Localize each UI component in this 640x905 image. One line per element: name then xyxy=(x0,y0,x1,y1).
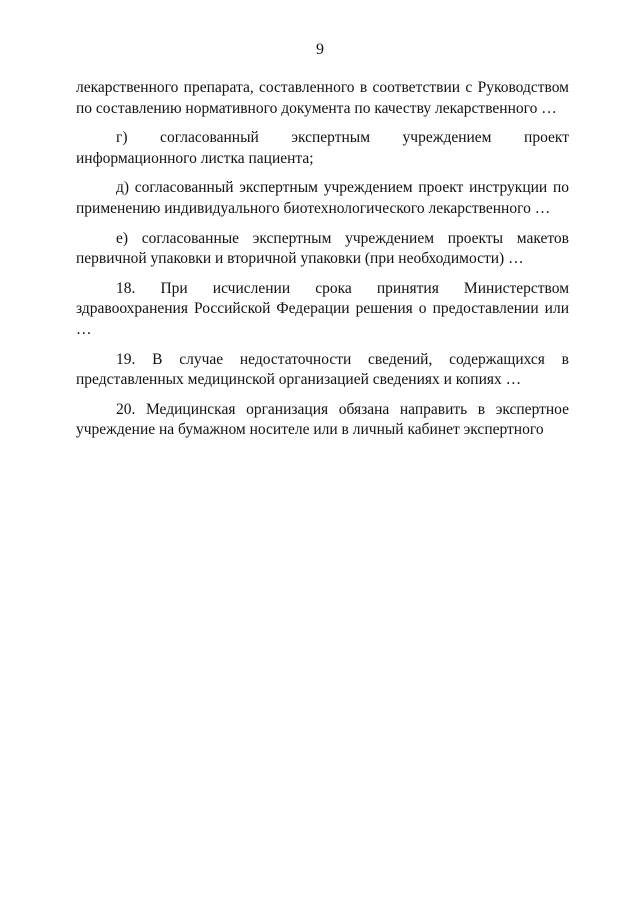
paragraph-item-e: е) согласованные экспертным учреждением проекты макетов первичной упаковки и вторичной упаковки (при необходимости) … xyxy=(76,229,569,268)
page-number: 9 xyxy=(316,41,324,58)
paragraph-continuation: лекарственного препарата, составленного в соответствии с Руководством по составлению нормативного документа по качеству лекарственного … xyxy=(76,79,569,117)
paragraph-item-g: г) согласованный экспертным учреждением проект информационного листка пациента; xyxy=(76,129,569,167)
document-body xyxy=(76,78,569,441)
paragraph-item-d: д) согласованный экспертным учреждением проект инструкции по применению индивидуального биотехнологического лекарственного … xyxy=(76,179,569,217)
paragraph-clause-20: 20. Медицинская организация обязана направить в экспертное учреждение на бумажном носителе или в личный кабинет экспертного xyxy=(76,400,569,439)
paragraph-clause-18: 18. При исчислении срока принятия Министерством здравоохранения Российской Федерации решения о предоставлении или … xyxy=(76,279,569,338)
paragraph-clause-19: 19. В случае недостаточности сведений, содержащихся в представленных медицинской организацией сведениях и копиях … xyxy=(76,350,569,389)
